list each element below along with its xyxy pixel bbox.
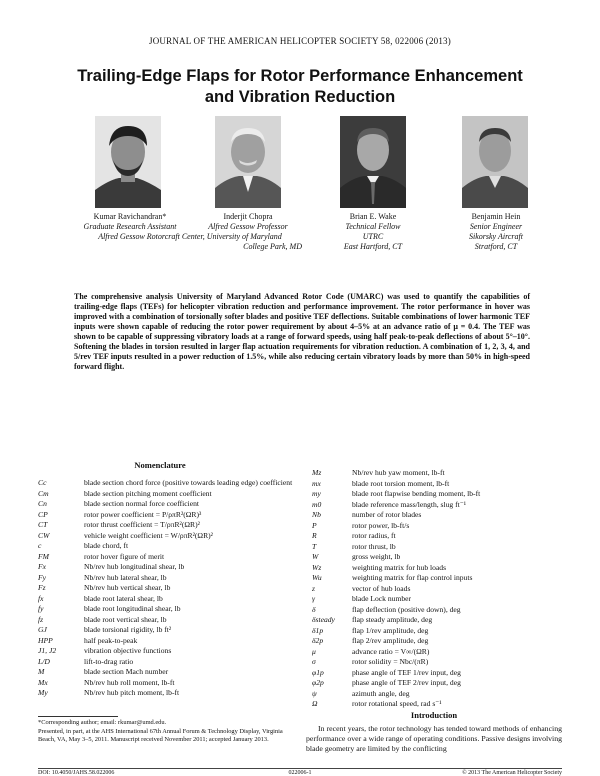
nom-symbol: Mx	[38, 677, 48, 687]
nom-symbol: δ	[312, 604, 316, 614]
nom-definition: blade root vertical shear, lb	[84, 614, 167, 624]
author-name: Brian E. Wake	[349, 212, 397, 221]
nom-definition: Nb/rev hub roll moment, lb-ft	[84, 677, 175, 687]
nom-definition: number of rotor blades	[352, 510, 422, 519]
nom-row	[312, 594, 562, 605]
nom-row	[312, 510, 562, 521]
nom-definition: Nb/rev hub yaw moment, lb-ft	[352, 468, 445, 477]
nom-row	[312, 479, 562, 490]
nom-symbol: fy	[38, 604, 44, 613]
nom-row	[312, 489, 562, 500]
nom-definition: half peak-to-peak	[84, 635, 138, 645]
nom-symbol: φ2p	[312, 678, 324, 687]
nom-row	[312, 531, 562, 542]
nom-symbol: L/D	[38, 656, 50, 666]
nom-symbol: Cc	[38, 478, 47, 487]
nom-symbol: fx	[38, 593, 44, 603]
nom-row	[38, 636, 300, 647]
introduction-body: In recent years, the rotor technology has tended toward methods of enhancing performance over a wide range of operating conditions. Passive designs involving blade geometry are limited by the conflicting	[306, 724, 562, 753]
footer-copyright: © 2013 The American Helicopter Society	[462, 770, 562, 776]
nom-definition: vibration objective functions	[84, 646, 172, 655]
nom-row	[38, 667, 300, 678]
nomenclature-heading: Nomenclature	[134, 460, 186, 470]
nom-row	[38, 489, 300, 500]
nom-definition: rotor power coefficient = P/ρπR²(ΩR)³	[84, 509, 202, 519]
nom-symbol: Mz	[312, 468, 322, 477]
nom-symbol: Nb	[312, 510, 321, 519]
nom-definition: gross weight, lb	[352, 552, 401, 561]
title-line-2: and Vibration Reduction	[204, 88, 396, 106]
nom-definition: blade root flapwise bending moment, lb-ft	[352, 489, 481, 498]
nom-row	[312, 605, 562, 616]
nom-definition: blade root lateral shear, lb	[84, 593, 163, 603]
nom-row	[312, 615, 562, 626]
nom-row	[38, 678, 300, 689]
author-name: Benjamin Hein	[471, 212, 521, 221]
nom-row	[312, 678, 562, 689]
nom-definition: flap 2/rev amplitude, deg	[352, 636, 429, 645]
nom-row	[312, 521, 562, 532]
author-name: Inderjit Chopra	[223, 212, 273, 221]
nom-definition: rotor power, lb-ft/s	[352, 520, 410, 530]
nom-definition: phase angle of TEF 2/rev input, deg	[352, 678, 461, 687]
author-name: Kumar Ravichandran*	[93, 212, 167, 221]
nom-definition: lift-to-drag ratio	[84, 656, 134, 666]
nom-symbol: Cn	[38, 499, 47, 508]
nom-definition: azimuth angle, deg	[352, 688, 410, 698]
title-line-1: Trailing-Edge Flaps for Rotor Performance Enhancement	[77, 67, 523, 85]
nom-definition: weighting matrix for hub loads	[352, 562, 447, 572]
nom-definition: flap 1/rev amplitude, deg	[352, 625, 429, 635]
nom-definition: blade root longitudinal shear, lb	[84, 604, 181, 613]
nom-symbol: Fy	[38, 572, 47, 582]
affiliation-line-2: College Park, MD	[243, 242, 302, 251]
footer-page-number: 022006-1	[288, 770, 312, 776]
nom-row	[312, 542, 562, 553]
author-place: Stratford, CT	[474, 242, 518, 251]
nom-symbol: σ	[312, 657, 316, 666]
author-org: UTRC	[362, 232, 384, 241]
footnote-presentation: Presented, in part, at the AHS International 67th Annual Forum & Technology Display, Virginia Beach, VA, May 3–5, 2011. Manuscript received November 2011; accepted January 2013.	[38, 727, 283, 743]
nom-symbol: Wz	[312, 562, 322, 572]
nom-definition: rotor thrust, lb	[352, 541, 396, 551]
author-photo-ravichandran	[95, 116, 161, 208]
nomenclature-right	[312, 468, 562, 710]
footnote-divider	[38, 716, 118, 717]
nom-symbol: M	[38, 667, 45, 676]
nom-symbol: CW	[38, 530, 50, 540]
nom-symbol: My	[38, 688, 48, 697]
nom-row	[38, 552, 300, 563]
nom-symbol: δ1p	[312, 625, 324, 635]
nom-definition: Nb/rev hub vertical shear, lb	[84, 583, 171, 592]
nom-symbol: my	[312, 489, 321, 498]
nom-symbol: Wu	[312, 573, 322, 582]
author-role: Alfred Gessow Professor	[208, 222, 288, 231]
nom-row	[312, 552, 562, 563]
nom-row	[312, 689, 562, 700]
nom-row	[38, 604, 300, 615]
nomenclature-left	[38, 478, 300, 699]
nom-definition: blade chord, ft	[84, 541, 129, 550]
nom-row	[312, 626, 562, 637]
nom-row	[38, 531, 300, 542]
nom-symbol: φ1p	[312, 667, 324, 677]
nom-row	[38, 657, 300, 668]
nom-row	[312, 699, 562, 710]
nom-symbol: z	[312, 583, 315, 593]
nom-row	[38, 583, 300, 594]
nom-definition: blade section chord force (positive towards leading edge) coefficient	[84, 478, 293, 487]
nom-symbol: fz	[38, 614, 44, 624]
author-org: Sikorsky Aircraft	[469, 232, 523, 241]
nom-symbol: W	[312, 552, 319, 561]
nom-definition: rotor radius, ft	[352, 531, 396, 540]
nom-symbol: δ2p	[312, 636, 324, 645]
nom-definition: blade section normal force coefficient	[84, 499, 199, 508]
nom-row	[312, 657, 562, 668]
nom-row	[38, 688, 300, 699]
nom-symbol: Ω	[312, 699, 318, 708]
nom-definition: rotor rotational speed, rad s⁻¹	[352, 699, 442, 708]
nom-symbol: FM	[38, 551, 49, 561]
footnote-corresponding-author: *Corresponding author; email: rkumar@umd.edu.	[38, 719, 167, 726]
nom-definition: blade torsional rigidity, lb ft²	[84, 625, 172, 634]
nom-row	[38, 646, 300, 657]
nom-symbol: m0	[312, 499, 322, 509]
affiliation-line-1: Alfred Gessow Rotorcraft Center, University of Maryland	[98, 232, 282, 241]
author-role: Technical Fellow	[345, 222, 401, 231]
nom-definition: blade Lock number	[352, 594, 412, 603]
nom-row	[38, 520, 300, 531]
nom-symbol: μ	[312, 646, 316, 656]
author-place: East Hartford, CT	[343, 242, 403, 251]
nom-symbol: CP	[38, 509, 48, 519]
nom-row	[312, 500, 562, 511]
nom-symbol: J1, J2	[38, 646, 57, 655]
nom-definition: blade section pitching moment coefficient	[84, 488, 212, 498]
author-hein	[444, 212, 548, 252]
nom-symbol: c	[38, 541, 42, 550]
nom-row	[38, 510, 300, 521]
nom-row	[38, 478, 300, 489]
nom-symbol: Fx	[38, 562, 47, 571]
footer-doi: DOI: 10.4050/JAHS.58.022006	[38, 770, 115, 776]
nom-symbol: Fz	[38, 583, 46, 592]
abstract: The comprehensive analysis University of Maryland Advanced Rotor Code (UMARC) was used to quantify the capabilities of trailing-edge flaps (TEFs) for helicopter vibration reduction and performance improvement. The rotor performance in hover was improved with a combination of torsionally softer blades and positive TEF deflections. Suitable combinations of lower harmonic TEF inputs were shown capable of reducing the rotor power requirement by about 4–5% at an advance ratio of μ = 0.4. The TEF was shown to be capable of suppressing vibratory loads at a range of forward speeds, using half peak-to-peak deflections of about 5°–10°. Softening the blades in torsion resulted in larger flap actuation requirements for vibration reduction. A combination of 1, 2, 3, 4, and 5/rev TEF inputs resulted in a power reduction of 1.5%, while also reducing certain vibratory loads by more than 50% in high-speed forward flight.	[74, 292, 530, 371]
nom-definition: rotor thrust coefficient = T/ρπR²(ΩR)²	[84, 520, 200, 529]
nom-row	[38, 541, 300, 552]
nom-symbol: HPP	[38, 635, 53, 645]
nom-row	[38, 615, 300, 626]
nom-symbol: δsteady	[312, 615, 335, 624]
nom-definition: phase angle of TEF 1/rev input, deg	[352, 667, 461, 677]
nom-row	[312, 584, 562, 595]
paper-title	[40, 66, 560, 108]
author-wake	[320, 212, 426, 252]
nom-row	[38, 562, 300, 573]
nom-definition: Nb/rev hub pitch moment, lb-ft	[84, 688, 180, 697]
nom-definition: blade reference mass/length, slug ft⁻¹	[352, 499, 467, 509]
nom-definition: Nb/rev hub longitudinal shear, lb	[84, 562, 185, 571]
nom-definition: rotor solidity = Nbc/(πR)	[352, 657, 429, 666]
nom-definition: rotor hover figure of merit	[84, 551, 165, 561]
nom-definition: weighting matrix for flap control inputs	[352, 573, 473, 582]
nom-definition: flap steady amplitude, deg	[352, 615, 433, 624]
nom-symbol: Cm	[38, 488, 49, 498]
footnotes	[38, 719, 300, 745]
nom-row	[312, 468, 562, 479]
nom-symbol: P	[312, 520, 317, 530]
nom-row	[312, 647, 562, 658]
nom-row	[38, 594, 300, 605]
nom-definition: vehicle weight coefficient = W/ρπR²(ΩR)²	[84, 530, 213, 540]
shared-affiliation	[70, 232, 310, 252]
authors-block	[0, 212, 600, 262]
nom-symbol: ψ	[312, 688, 317, 698]
author-photo-hein	[462, 116, 528, 208]
nom-definition: blade root torsion moment, lb-ft	[352, 478, 450, 488]
nom-row	[312, 668, 562, 679]
nom-row	[38, 573, 300, 584]
nom-row	[312, 573, 562, 584]
author-photo-wake	[340, 116, 406, 208]
nom-symbol: T	[312, 541, 317, 551]
nom-row	[312, 563, 562, 574]
author-chopra	[180, 212, 316, 232]
nom-row	[312, 636, 562, 647]
nom-symbol: mx	[312, 478, 321, 488]
footer-divider	[38, 768, 562, 769]
author-role: Senior Engineer	[469, 222, 523, 231]
nom-definition: advance ratio = V∞/(ΩR)	[352, 646, 430, 656]
nom-symbol: R	[312, 531, 317, 540]
nom-symbol: γ	[312, 594, 315, 603]
nom-definition: vector of hub loads	[352, 583, 411, 593]
nom-symbol: CT	[38, 520, 48, 529]
introduction-heading: Introduction	[410, 710, 458, 720]
nom-definition: Nb/rev hub lateral shear, lb	[84, 572, 167, 582]
author-photo-chopra	[215, 116, 281, 208]
author-role: Graduate Research Assistant	[83, 222, 177, 231]
nom-definition: blade section Mach number	[84, 667, 169, 676]
nom-definition: flap deflection (positive down), deg	[352, 604, 461, 614]
nom-symbol: GJ	[38, 625, 47, 634]
journal-header: JOURNAL OF THE AMERICAN HELICOPTER SOCIETY 58, 022006 (2013)	[149, 36, 451, 46]
nom-row	[38, 499, 300, 510]
nom-row	[38, 625, 300, 636]
